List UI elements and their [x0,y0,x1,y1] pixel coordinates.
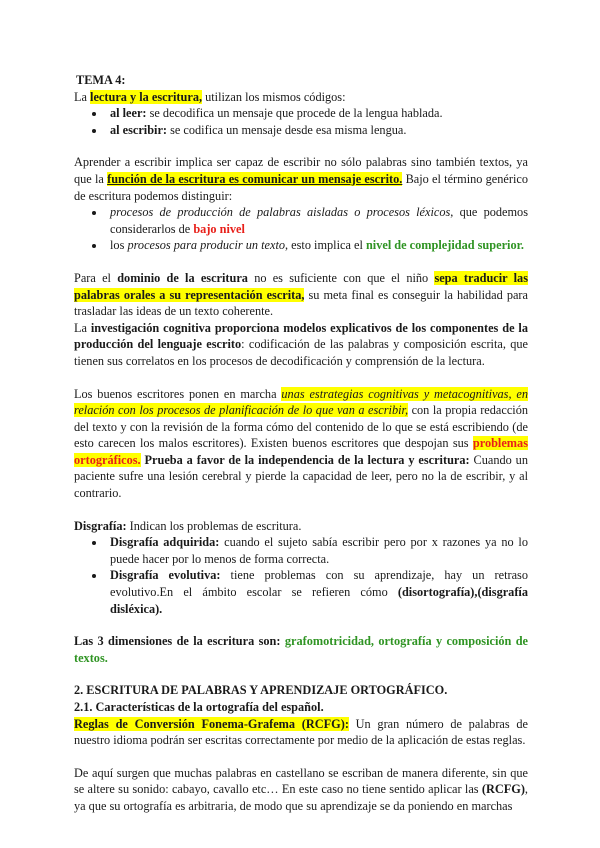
list-item: • Disgrafía adquirida: cuando el sujeto sabía escribir pero por x razones ya no lo puede hacer por lo menos de forma correcta. [106,534,528,567]
paragraph-investigacion: La investigación cognitiva proporciona modelos explicativos de los componentes de la producción del lenguaje escrito: codificación de las palabras y composición escrita, que tienen sus correlatos en los procesos de decodificación y comprensión de la lectura. [74,320,528,368]
paragraph-dominio: Para el dominio de la escritura no es suficiente con que el niño sepa traducir las palabras orales a su representación escrita, su meta final es conseguir la habilidad para trasladar las ideas de un texto coherente. [74,270,528,319]
highlight-rcfg: Reglas de Conversión Fonema-Grafema (RCFG): [74,716,349,731]
section-subheading: 2.1. Características de la ortografía del español. [74,700,324,714]
procesos-list [74,204,528,254]
paragraph-aprender: Aprender a escribir implica ser capaz de escribir no sólo palabras sino también textos, ya que la función de la escritura es comunicar un mensaje escrito. Bajo el término genérico de escritura podemos distinguir: [74,155,528,203]
paragraph-disgrafia: Disgrafía: Indican los problemas de escritura. [74,518,302,533]
list-item: • al leer: se decodifica un mensaje que procede de la lengua hablada. [106,105,528,122]
paragraph-rcfg: Reglas de Conversión Fonema-Grafema (RCFG): Un gran número de palabras de nuestro idioma podrán ser escritas correctamente por medio de la aplicación de estas reglas. [74,716,529,748]
section-heading: 2. ESCRITURA DE PALABRAS Y APRENDIZAJE ORTOGRÁFICO. [74,683,448,698]
list-item: • Disgrafía evolutiva: tiene problemas con su aprendizaje, hay un retraso evolutivo.En el ámbito escolar se refieren cómo (disortografía),(disgrafía disléxica). [106,567,528,617]
highlight-lectura-escritura: lectura y la escritura, [90,89,203,104]
highlight-problemas: problemas ortográficos. [74,436,528,467]
list-item: • los procesos para producir un texto, esto implica el nivel de complejidad superior. [106,237,528,254]
highlight-traducir: sepa traducir las palabras orales a su representación escrita, [74,270,528,302]
paragraph-escritores: Los buenos escritores ponen en marcha unas estrategias cognitivas y metacognitivas, en relación con los procesos de planificación de lo que van a escribir, con la propia redacción del texto y con la revisión de la forma cómo del contenido de lo que se está escribiendo (de esto carecen los malos escritores). Existen buenos escritores que despojan sus problemas ortográficos. Prueba a favor de la independencia de la lectura y escritura: Cuando un paciente sufre una lesión cerebral y pierde la capacidad de leer, pero no la de escribir, y al contrario. [74,386,529,501]
highlight-estrategias: unas estrategias cognitivas y metacognitivas, en relación con los procesos de planificación de lo que van a escribir, [74,386,529,418]
document-body [74,72,528,815]
paragraph-castellano: De aquí surgen que muchas palabras en castellano se escriban de manera diferente, sin que se altere su sonido: cabayo, cavallo etc… En este caso no tiene sentido aplicar las (RCFG), ya que su ortografía es arbitraria, de modo que su aprendizaje se da poniendo en marchas [74,765,528,813]
tema-title: TEMA 4: [76,73,126,87]
tema-intro: La lectura y la escritura, utilizan los mismos códigos: [74,89,346,104]
disgrafia-list [74,534,528,617]
paragraph-dimensiones: Las 3 dimensiones de la escritura son: grafomotricidad, ortografía y composición de textos. [74,634,528,665]
tema-list [74,105,528,138]
list-item: • procesos de producción de palabras aisladas o procesos léxicos, que podemos considerarlos de bajo nivel [106,204,528,237]
list-item: • al escribir: se codifica un mensaje desde esa misma lengua. [106,122,528,139]
highlight-funcion: función de la escritura es comunicar un mensaje escrito. [107,171,403,186]
